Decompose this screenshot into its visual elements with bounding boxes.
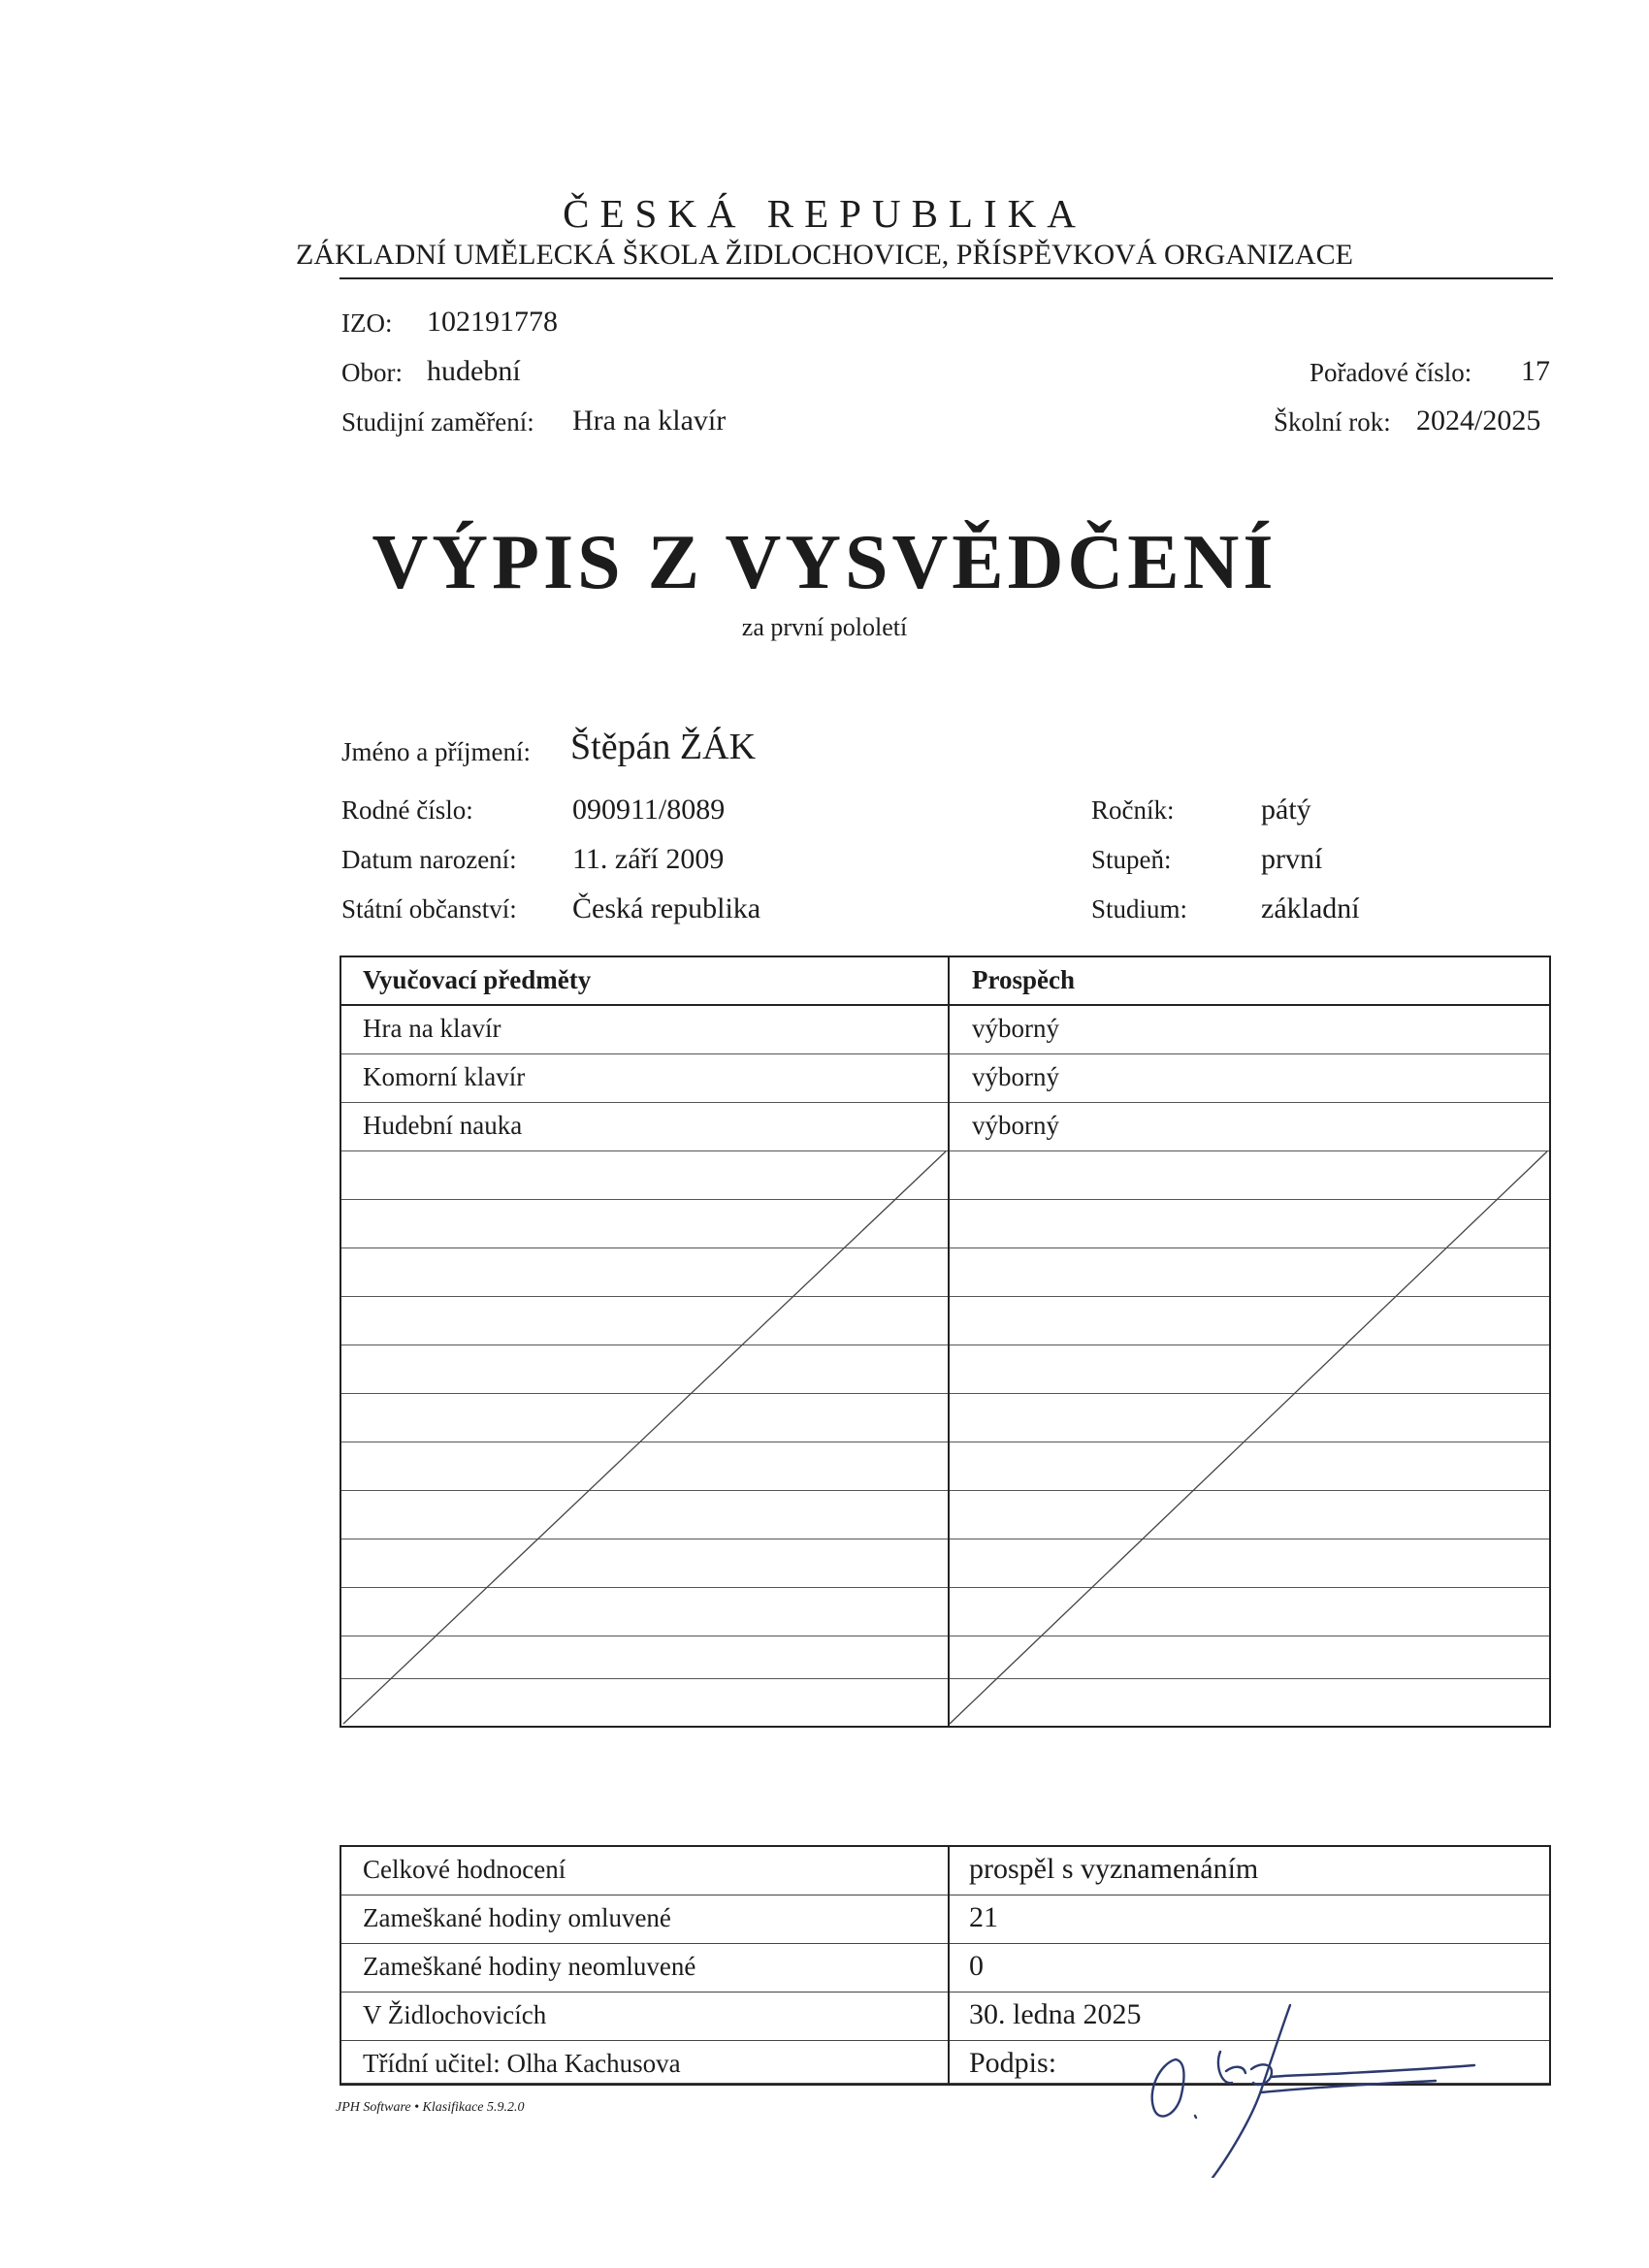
obor-value: hudební — [427, 355, 521, 387]
grade-cell: výborný — [972, 1014, 1059, 1043]
school-name: ZÁKLADNÍ UMĚLECKÁ ŠKOLA ŽIDLOCHOVICE, PŘÍSPĚVKOVÁ ORGANIZACE — [296, 239, 1353, 271]
grade-column-header: Prospěch — [972, 965, 1075, 994]
poradove-label: Pořadové číslo: — [1310, 358, 1472, 387]
summary-value: prospěl s vyznamenáním — [969, 1853, 1259, 1885]
summary-value: 30. ledna 2025 — [969, 1998, 1142, 2030]
table-row — [341, 1944, 1549, 1993]
stupen-value: první — [1261, 843, 1323, 875]
subject-cell: Komorní klavír — [363, 1062, 526, 1091]
student-name: Štěpán ŽÁK — [570, 727, 757, 767]
summary-value: 0 — [969, 1950, 984, 1982]
izo-label: IZO: — [341, 308, 393, 338]
studium-label: Studium: — [1091, 894, 1188, 923]
column-divider — [948, 1847, 950, 2084]
table-row — [341, 1895, 1549, 1944]
table-row — [341, 1847, 1549, 1895]
summary-label: Zameškané hodiny neomluvené — [363, 1952, 696, 1981]
rocnik-value: pátý — [1261, 794, 1311, 826]
summary-label: V Židlochovicích — [363, 2000, 547, 2029]
citizenship-value: Česká republika — [572, 892, 761, 924]
rc-label: Rodné číslo: — [341, 795, 473, 825]
izo-value: 102191778 — [427, 306, 558, 338]
dob-value: 11. září 2009 — [572, 843, 725, 875]
grades-table — [340, 956, 1551, 1728]
stupen-label: Stupeň: — [1091, 845, 1172, 874]
obor-label: Obor: — [341, 358, 403, 387]
header-divider — [340, 277, 1553, 279]
document-title: VÝPIS Z VYSVĚDČENÍ — [372, 520, 1277, 605]
summary-label: Zameškané hodiny omluvené — [363, 1903, 671, 1932]
name-label: Jméno a příjmení: — [341, 737, 531, 766]
country-heading: ČESKÁ REPUBLIKA — [563, 191, 1086, 236]
summary-label: Třídní učitel: Olha Kachusova — [363, 2049, 681, 2078]
dob-label: Datum narození: — [341, 845, 517, 874]
document-subtitle: za první pololetí — [741, 613, 908, 641]
studium-value: základní — [1261, 892, 1360, 924]
grade-cell: výborný — [972, 1111, 1059, 1140]
zamereni-label: Studijní zaměření: — [341, 407, 534, 437]
summary-label: Celkové hodnocení — [363, 1855, 566, 1884]
poradove-value: 17 — [1521, 355, 1550, 387]
summary-value: 21 — [969, 1901, 998, 1933]
subject-cell: Hudební nauka — [363, 1111, 523, 1140]
strike-through-lines — [341, 957, 1549, 1726]
grade-cell: výborný — [972, 1062, 1059, 1091]
rc-value: 090911/8089 — [572, 794, 726, 826]
citizenship-label: Státní občanství: — [341, 894, 517, 923]
rocnik-label: Ročník: — [1091, 795, 1175, 825]
subject-cell: Hra na klavír — [363, 1014, 501, 1043]
software-footer: JPH Software • Klasifikace 5.9.2.0 — [336, 2100, 525, 2115]
rok-value: 2024/2025 — [1416, 405, 1541, 437]
handwritten-signature — [1125, 1993, 1494, 2178]
subject-column-header: Vyučovací předměty — [363, 965, 592, 994]
zamereni-value: Hra na klavír — [572, 405, 727, 437]
rok-label: Školní rok: — [1274, 407, 1391, 437]
summary-value: Podpis: — [969, 2047, 1057, 2079]
